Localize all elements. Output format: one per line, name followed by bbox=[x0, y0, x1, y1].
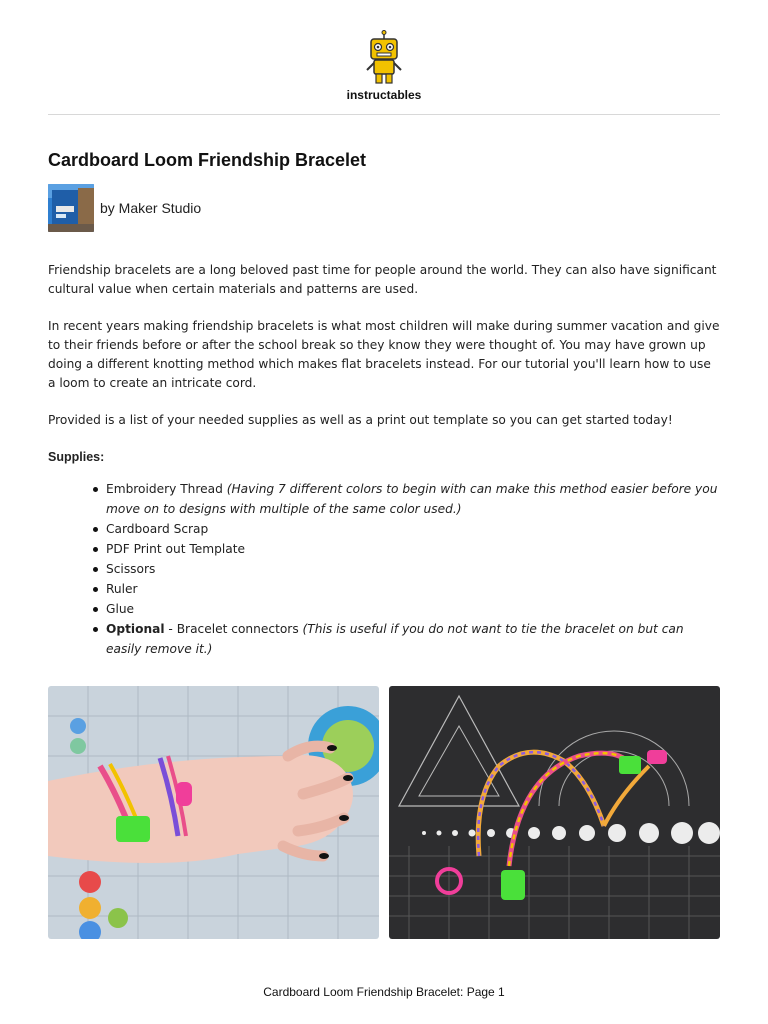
list-item: Embroidery Thread (Having 7 different colors to begin with can make this method easier before you move on to designs with multiple of the same color used.) bbox=[106, 479, 720, 519]
paragraph: Provided is a list of your needed supplies as well as a print out template so you can get started today! bbox=[48, 413, 673, 427]
author-avatar[interactable] bbox=[48, 184, 94, 232]
list-item: Cardboard Scrap bbox=[106, 519, 720, 539]
author-name[interactable]: by Maker Studio bbox=[100, 200, 202, 216]
page-title: Cardboard Loom Friendship Bracelet bbox=[48, 150, 367, 170]
page-footer: Cardboard Loom Friendship Bracelet: Page 1 bbox=[263, 985, 505, 999]
header-divider bbox=[48, 114, 720, 115]
list-item: Ruler bbox=[106, 579, 720, 599]
list-item: PDF Print out Template bbox=[106, 539, 720, 559]
bracelets-on-mat-photo bbox=[389, 686, 720, 939]
list-item: Scissors bbox=[106, 559, 720, 579]
supplies-heading: Supplies: bbox=[48, 450, 105, 464]
paragraph: In recent years making friendship bracelets is what most children will make during summer vacation and give to their friends before or after the school break so they know they were thought of. You may have grown up doing a different knotting method which makes flat bracelets instead. For our tutorial you'll learn how to use a loom to create an intricate cord. bbox=[48, 319, 720, 390]
paragraph: Friendship bracelets are a long beloved past time for people around the world. They can also have significant cultural value when certain materials and patterns are used. bbox=[48, 263, 717, 296]
article-body bbox=[48, 261, 720, 659]
site-header bbox=[0, 30, 768, 102]
robot-logo-icon[interactable] bbox=[364, 30, 404, 86]
author-row bbox=[48, 184, 201, 232]
list-item: Glue bbox=[106, 599, 720, 619]
supplies-list bbox=[48, 479, 720, 659]
list-item: Optional - Bracelet connectors (This is useful if you do not want to tie the bracelet on but can easily remove it.) bbox=[106, 619, 720, 659]
wrist-bracelet-photo bbox=[48, 686, 379, 939]
brand-name: instructables bbox=[346, 88, 422, 102]
